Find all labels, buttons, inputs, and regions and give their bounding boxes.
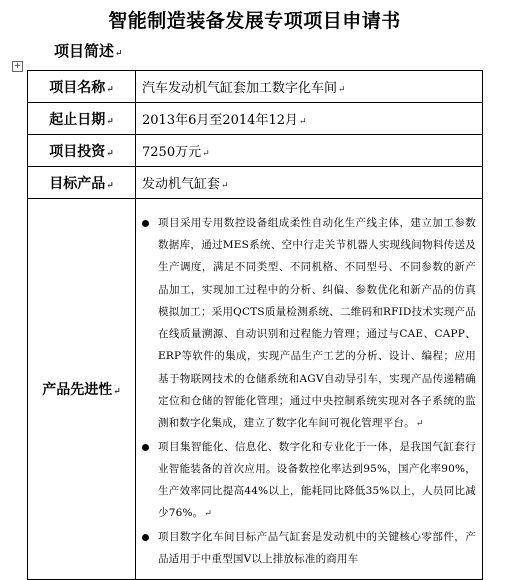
section-heading: [54, 40, 123, 61]
bullet-dot-icon: [142, 534, 149, 541]
list-item: [140, 208, 476, 436]
cell-mark: ↵: [338, 85, 346, 95]
section-heading-text: 项目简述: [54, 42, 115, 60]
cell-mark: ↵: [106, 148, 114, 159]
value-text: 7250万元: [142, 145, 202, 160]
table-row: [28, 103, 483, 135]
document-title: 智能制造装备发展专项项目申请书: [108, 10, 401, 32]
cell-mark: ↵: [106, 84, 114, 95]
table-move-handle-icon[interactable]: +: [13, 61, 22, 71]
value-start-end-date: [136, 103, 483, 135]
label-project-name: [28, 71, 136, 103]
cell-mark: ↵: [106, 180, 114, 191]
bullet-text: 项目数字化车间目标产品气缸套是发动机中的关键核心零部件，产品适用于中重型国Ⅴ以上排放标准的商用车: [158, 530, 476, 566]
label-investment: [28, 135, 136, 167]
value-investment: [136, 135, 483, 167]
label-text: 项目投资: [49, 143, 106, 160]
table-row: [28, 135, 483, 167]
paragraph-mark: ↵: [415, 419, 424, 430]
list-item: [140, 436, 476, 526]
paragraph-mark: ↵: [115, 49, 123, 59]
value-project-name: [136, 71, 483, 103]
paragraph-mark: ↵: [204, 509, 213, 520]
label-target-product: [28, 167, 136, 199]
value-text: 发动机气缸套: [142, 177, 221, 192]
label-product-advancement: [28, 199, 136, 580]
label-start-end-date: [28, 103, 136, 135]
cell-mark: ↵: [221, 181, 229, 191]
cell-mark: ↵: [298, 117, 307, 127]
label-text: 起止日期: [49, 111, 106, 128]
value-text: 汽车发动机气缸套加工数字化车间: [142, 81, 338, 96]
table-row: [28, 199, 483, 580]
bullet-text: 项目采用专用数控设备组成柔性自动化生产线主体，建立加工参数数据库，通过MES系统、空中行走关节机器人实现线间物料传送及生产调度，满足不同类型、不同机格、不同型号、不同参数的新产品加工，实现加工过程中的分析、纠偏、参数优化和新产品的仿真模拟加工；采用QCTS质量检测系统、二维码和RFID技术实现产品在线质量溯源、自动识别和过程能力管理；通过与CAE、CAPP、ERP等软件的集成，实现产品生产工艺的分析、设计、编程；应用基于物联网技术的仓储系统和AGV自动导引车，实现产品传递精确定位和仓储的智能化管理；通过中央控制系统实现对各子系统的监测和数字化集成，建立了数字化车间可视化管理平台。: [158, 216, 476, 430]
table-row: [28, 167, 483, 199]
project-info-table: [27, 70, 483, 580]
bullet-dot-icon: [142, 444, 149, 451]
label-text: 项目名称: [49, 79, 106, 96]
value-product-advancement: [136, 199, 483, 580]
cell-mark: ↵: [202, 149, 210, 159]
label-text: 产品先进性: [42, 382, 113, 398]
table-row: [28, 71, 483, 103]
value-text: 2013年6月至2014年12月: [142, 113, 298, 128]
cell-mark: ↵: [113, 387, 121, 397]
list-item: [140, 526, 476, 571]
cell-mark: ↵: [106, 116, 114, 127]
bullet-dot-icon: [142, 220, 149, 227]
label-text: 目标产品: [49, 175, 106, 192]
value-target-product: [136, 167, 483, 199]
bullet-text: 项目集智能化、信息化、数字化和专业化于一体，是我国气缸套行业智能装备的首次应用。设备数控化率达到95%，国产化率90%，生产效率同比提高44%以上，能耗同比降低35%以上，人员同比减少76%。: [158, 440, 476, 520]
